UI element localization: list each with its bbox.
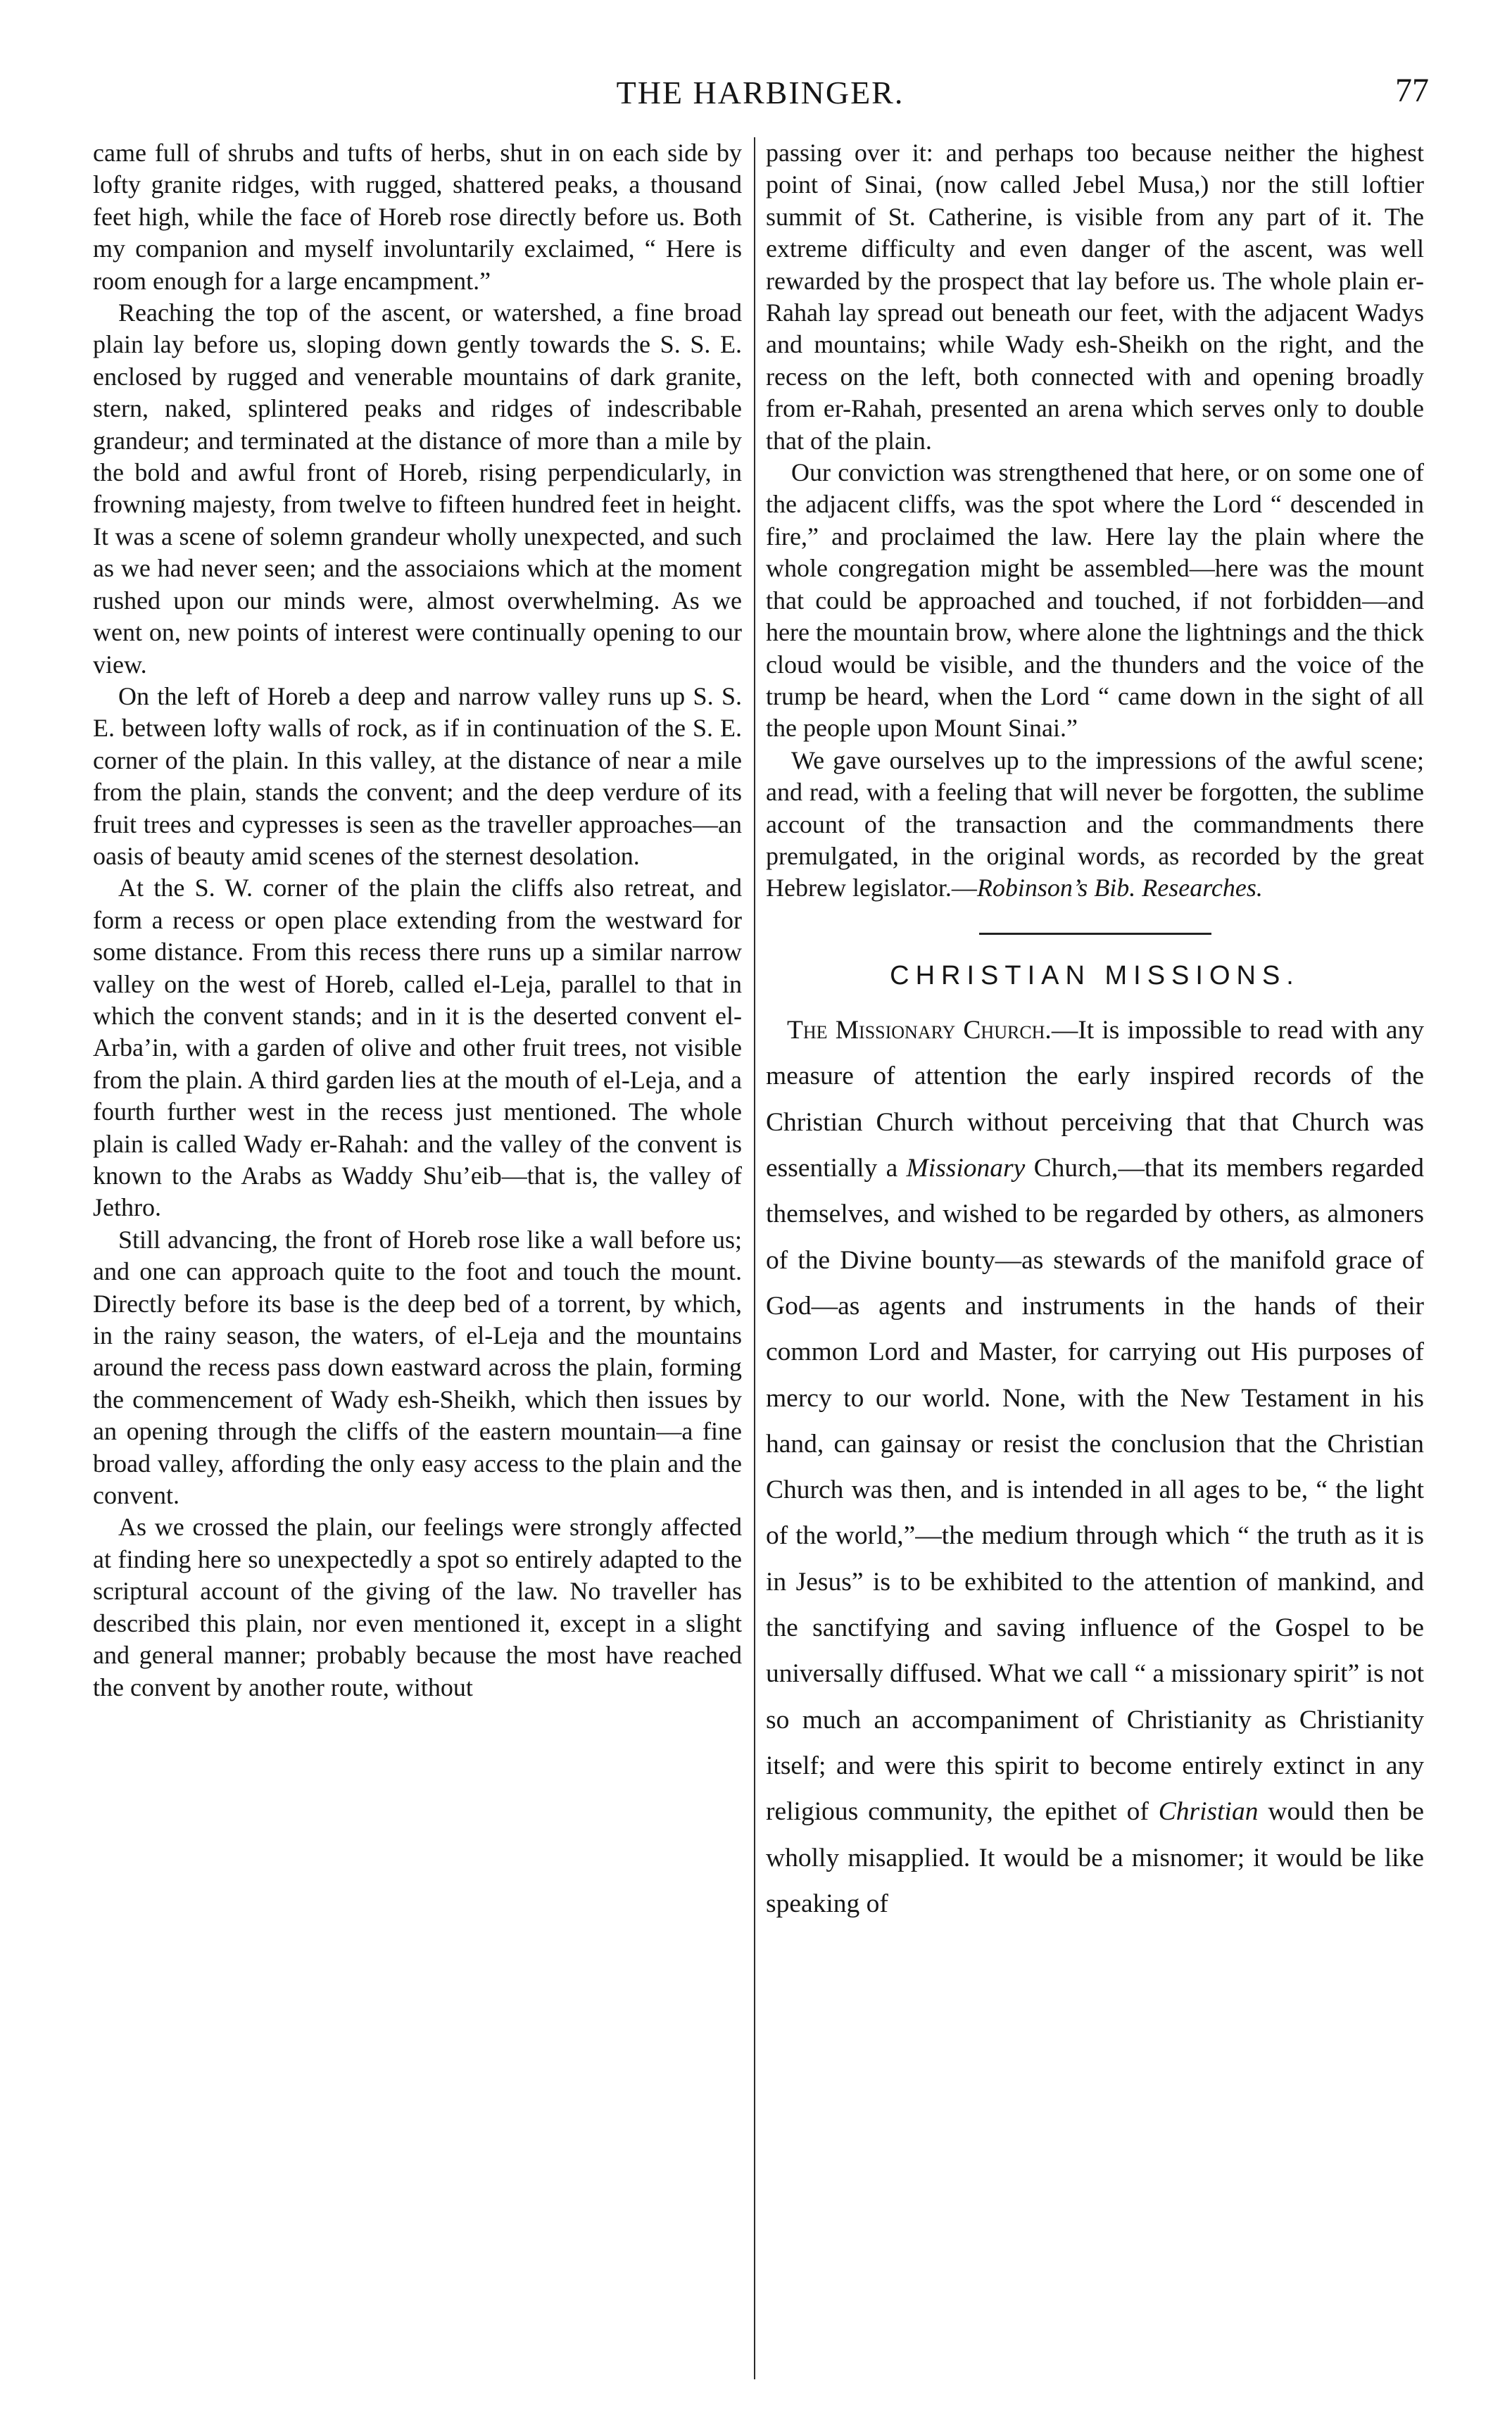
paragraph: At the S. W. corner of the plain the cliffs also retreat, and form a recess or open place extending from the westward for some distance. From this recess there runs up a similar narrow valley on the west of Horeb, called el-Leja, parallel to that in which the convent stands; and in it is the deserted convent el-Arba’in, with a garden of olive and other fruit trees, not visible from the plain. A third garden lies at the mouth of el-Leja, and a fourth further west in the recess just mentioned. The whole plain is called Wady er-Rahah: and the valley of the convent is known to the Arabs as Waddy Shu’eib—that is, the valley of Jethro. [93,874,742,1222]
running-title: THE HARBINGER. [616,75,905,111]
paragraph: Still advancing, the front of Horeb rose like a wall before us; and one can approach quite to the foot and touch the mount. Directly before its base is the deep bed of a torrent, by which, in the rainy season, the waters, of el-Leja and the mountains around the recess pass down eastward across the plain, forming the commencement of Wady esh-Sheikh, which then issues by an opening through the cliffs of the eastern mountain—a fine broad valley, affording the only easy access to the plain and the convent. [93,1225,742,1510]
section-rule [979,933,1211,935]
paragraph: Reaching the top of the ascent, or watershed, a fine broad plain lay before us, sloping down gently towards the S. S. E. enclosed by rugged and venerable mountains of dark granite, stern, naked, splintered peaks and ridges of indescribable grandeur; and terminated at the distance of more than a mile by the bold and awful front of Horeb, rising perpendicularly, in frowning majesty, from twelve to fifteen hundred feet in height. It was a scene of solemn grandeur wholly unexpected, and such as we had never seen; and the associaions which at the moment rushed upon our minds were, almost overwhelming. As we went on, new points of interest were continually opening to our view. [93,298,742,679]
paragraph: passing over it: and perhaps too because neither the highest point of Sinai, (now called Jebel Musa,) nor the still loftier summit of St. Catherine, is visible from any part of it. The extreme difficulty and even danger of the ascent, was well rewarded by the prospect that lay before us. The whole plain er-Rahah lay spread out beneath our feet, with the adjacent Wadys and mountains; while Wady esh-Sheikh on the right, and the recess on the left, both connected with and opening broadly from er-Rahah, presented an arena which serves only to double that of the plain. [766,139,1424,455]
missions-article [766,1007,1424,1927]
section-title: CHRISTIAN MISSIONS. [890,960,1300,990]
paragraph: On the left of Horeb a deep and narrow valley runs up S. S. E. between lofty walls of rock, as if in continuation of the S. E. corner of the plain. In this valley, at the distance of near a mile from the plain, stands the convent; and the deep verdure of its fruit trees and cypresses is seen as the traveller approaches—an oasis of beauty amid scenes of the sternest desolation. [93,681,742,870]
emphasis: Christian [1158,1797,1259,1827]
paragraph: As we crossed the plain, our feelings were strongly affected at finding here so unexpectedly a spot so entirely adapted to the scriptural account of the giving of the law. No traveller has described this plain, nor even mentioned it, except in a slight and general manner; probably because the most have reached the convent by another route, without [93,1513,742,1701]
source-citation: Robinson’s Bib. Researches. [976,874,1263,902]
article-lead: The Missionary Church. [787,1016,1052,1045]
left-column [93,137,742,1704]
paragraph: came full of shrubs and tufts of herbs, shut in on each side by lofty granite ridges, with rugged, shattered peaks, a thousand feet high, while the face of Horeb rose directly before us. Both my companion and myself involuntarily exclaimed, “ Here is room enough for a large encampment.” [93,139,742,295]
page-header [92,67,1429,130]
paragraph: Our conviction was strengthened that here, or on some one of the adjacent cliffs, was the spot where the Lord “ descended in fire,” and proclaimed the law. Here lay the plain where the whole congregation might be assembled—here was the mount that could be approached and touched, if not forbidden—and here the mountain brow, where alone the lightnings and the thick cloud would be visible, and the thunders and the voice of the trump be heard, when the Lord “ came down in the sight of all the people upon Mount Sinai.” [766,458,1424,743]
page-number: 77 [1395,72,1429,109]
paragraph-text: Church,—that its members regarded themselves, and wished to be regarded by others, as almoners of the Divine bounty—as stewards of the manifold grace of God—as agents and instruments in the hands of their common Lord and Master, for carrying out His purposes of mercy to our world. None, with the New Testament in his hand, can gainsay or resist the conclusion that the Christian Church was then, and is intended in all ages to be, “ the light of the world,”—the medium through which “ the truth as it is in Jesus” is to be exhibited to the attention of mankind, and the sanctifying and saving influence of the Gospel to be universally diffused. What we call “ a missionary spirit” is not so much an accompaniment of Christianity as Christianity itself; and were this spirit to become entirely extinct in any religious community, the epithet of [766,1154,1424,1827]
paragraph-text: would then be wholly misapplied. It would be a misnomer; it would be like speaking of [766,1797,1424,1918]
emphasis: Missionary [906,1154,1026,1183]
paragraph [766,1007,1424,1927]
paragraph [766,745,1424,905]
column-divider [754,137,755,2379]
paragraph-text: —It is impossible to read with any measure of attention the early inspired records of the Christian Church without perceiving that that Church was essentially a [766,1016,1424,1183]
right-column [766,137,1424,1927]
paragraph-text: We gave ourselves up to the impressions of the awful scene; and read, with a feeling that will never be forgotten, the sublime account of the transaction and the commandments there premulgated, in the original words, as recorded by the great Hebrew legislator.— [766,745,1424,902]
